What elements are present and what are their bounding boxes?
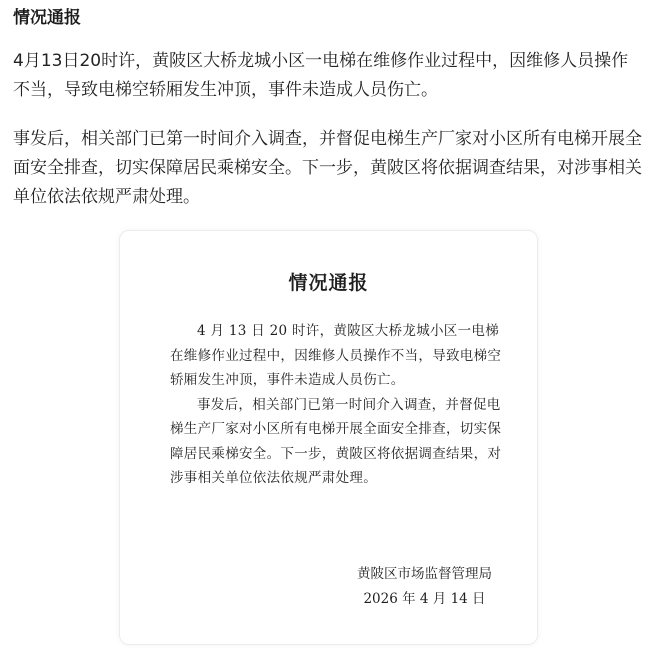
article	[13, 0, 645, 212]
notice-date: 2026 年 4 月 14 日	[363, 591, 486, 607]
notice-paragraph-followup: 事发后，相关部门已第一时间介入调查，并督促电梯生产厂家对小区所有电梯开展全面安全排查，切实保障居民乘梯安全。下一步，黄陂区将依据调查结果，对涉事相关单位依法依规严肃处理。	[170, 396, 502, 486]
article-heading: 情况通报	[13, 8, 81, 28]
article-paragraph-followup: 事发后，相关部门已第一时间介入调查，并督促电梯生产厂家对小区所有电梯开展全面安全排查，切实保障居民乘梯安全。下一步，黄陂区将依据调查结果，对涉事相关单位依法依规严肃处理。	[13, 129, 642, 207]
notice-issuer: 黄陂区市场监督管理局	[357, 566, 492, 582]
notice-title: 情况通报	[288, 272, 369, 294]
article-paragraph-incident: 4月13日20时许，黄陂区大桥龙城小区一电梯在维修作业过程中，因维修人员操作不当，导致电梯空轿厢发生冲顶，事件未造成人员伤亡。	[13, 51, 629, 100]
notice-signature	[357, 562, 492, 612]
notice-body	[170, 319, 510, 491]
notice-image	[119, 230, 538, 645]
notice-paragraph-incident: 4 月 13 日 20 时许，黄陂区大桥龙城小区一电梯在维修作业过程中，因维修人员操作不当，导致电梯空轿厢发生冲顶，事件未造成人员伤亡。	[170, 323, 502, 388]
